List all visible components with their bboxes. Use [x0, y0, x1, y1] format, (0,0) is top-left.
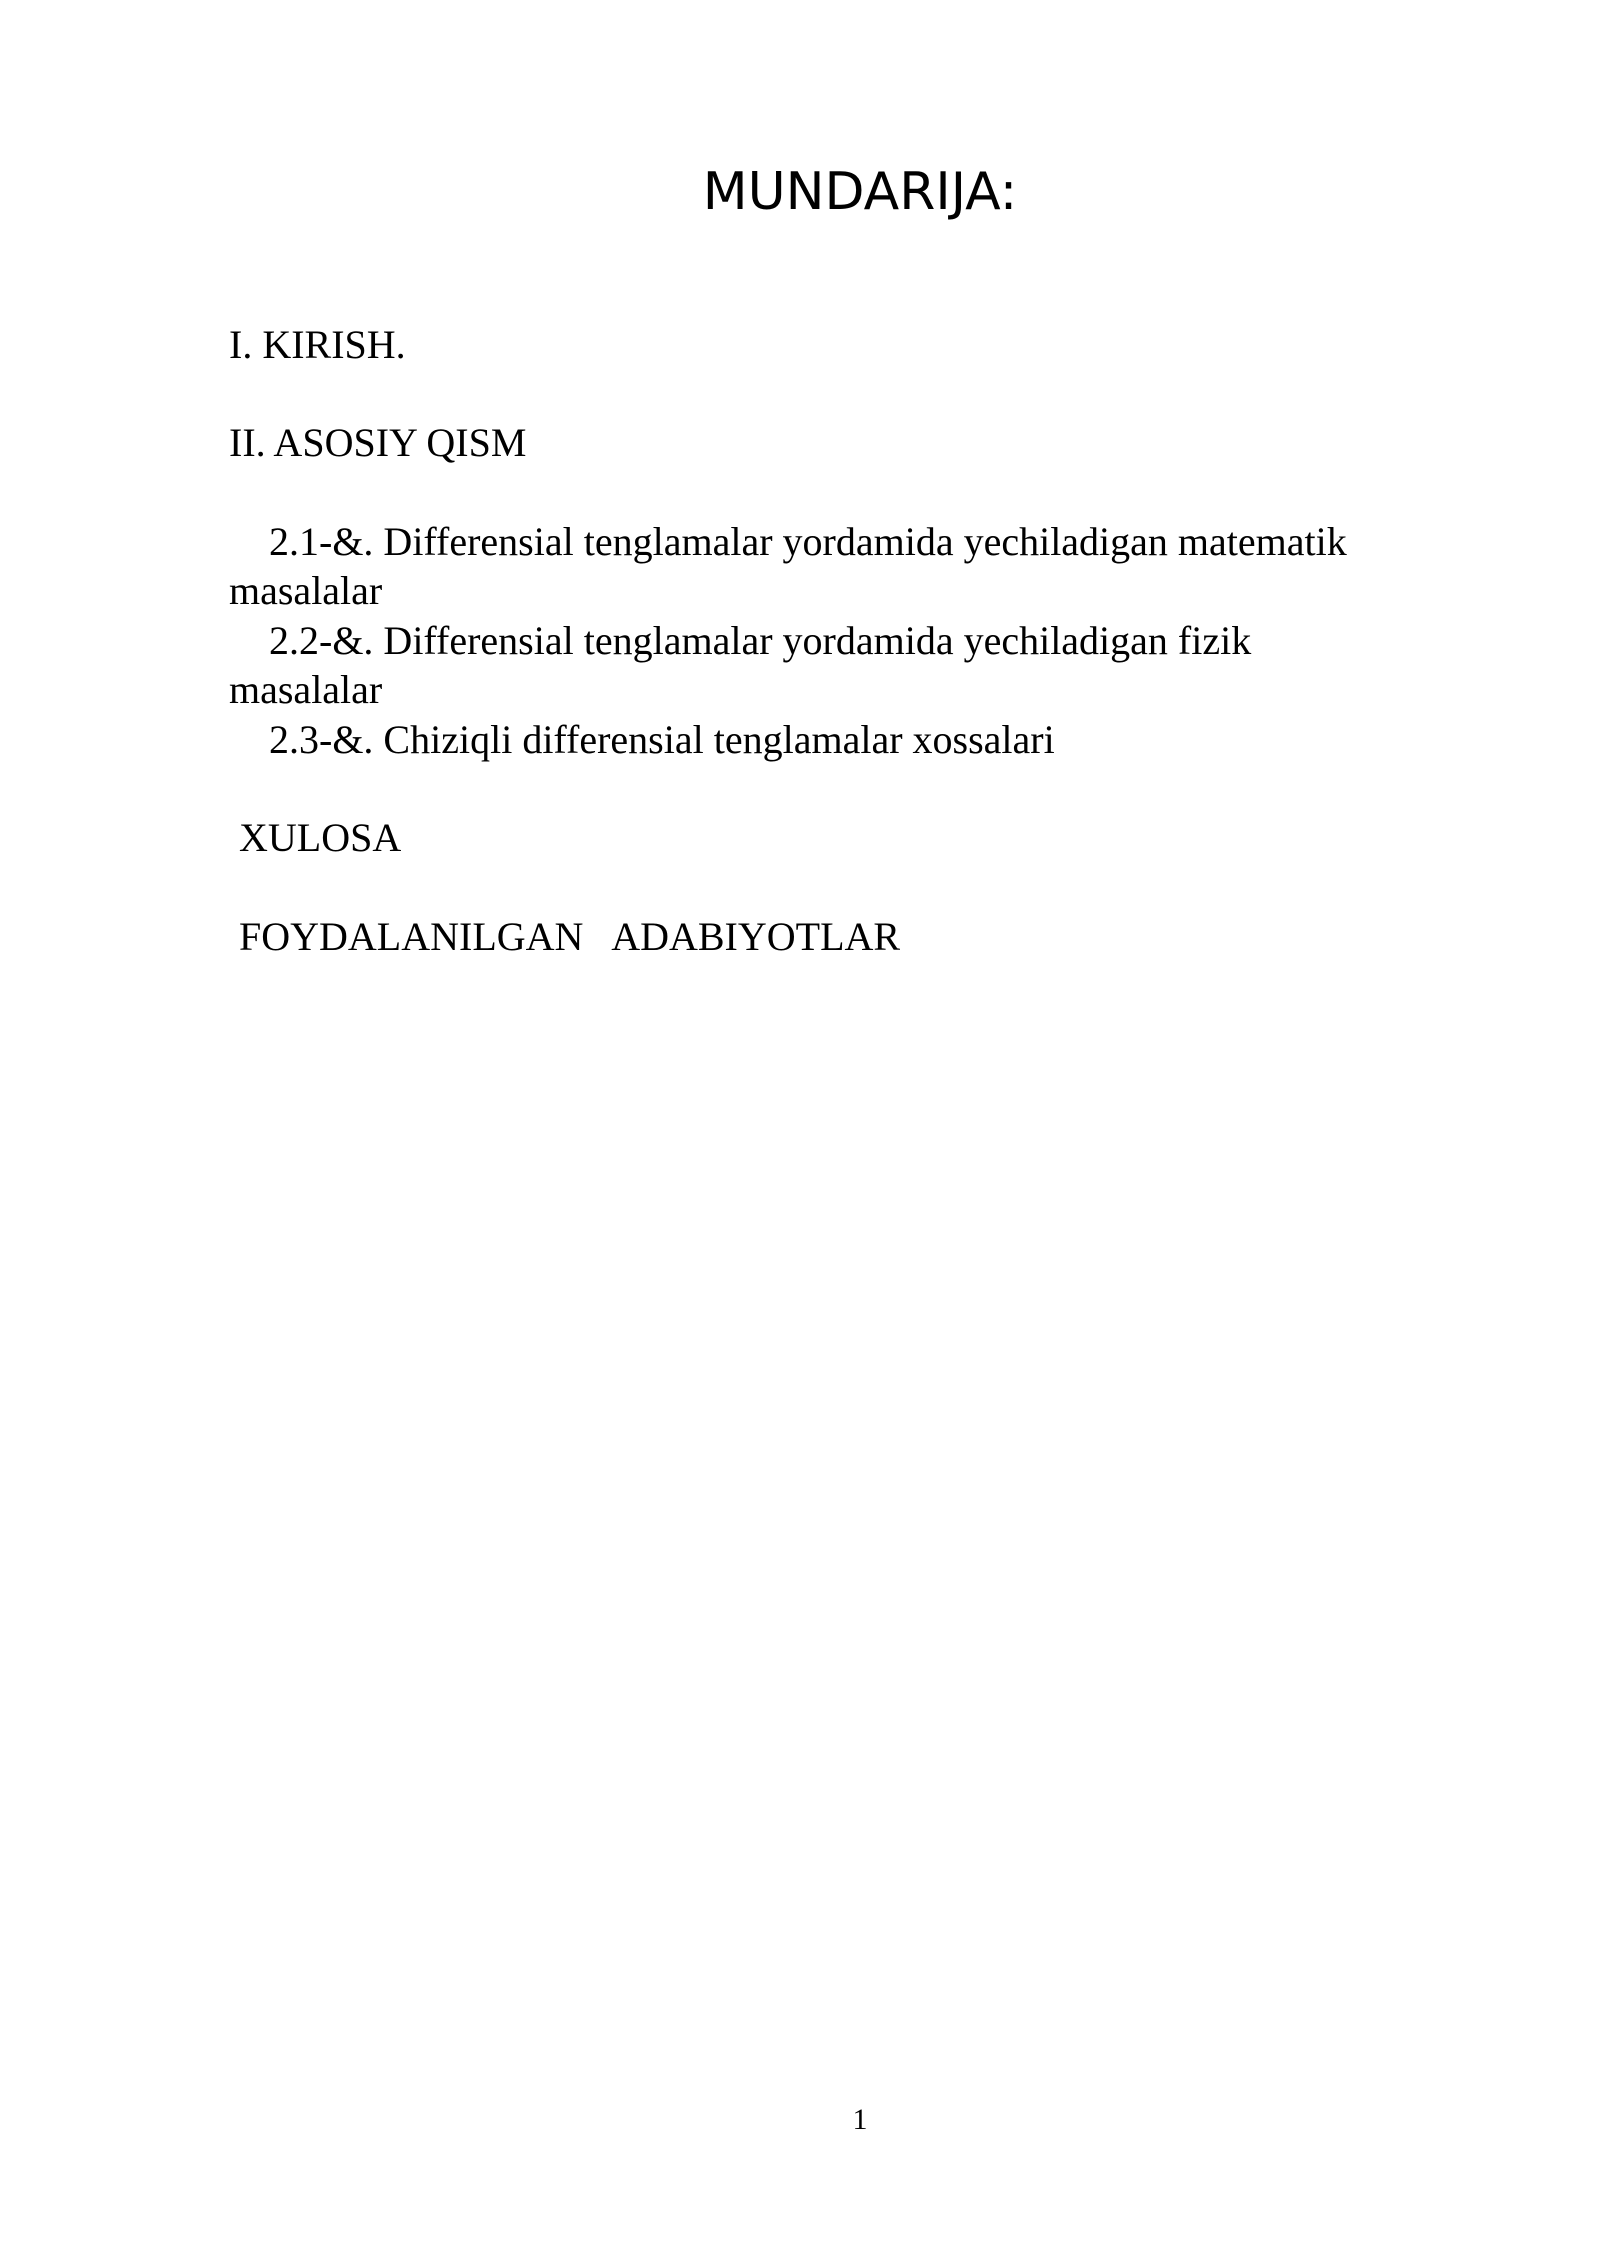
- toc-entry-references: FOYDALANILGAN ADABIYOTLAR: [229, 914, 901, 959]
- page-number: 1: [852, 2103, 868, 2136]
- toc-entry-conclusion: XULOSA: [229, 815, 402, 860]
- toc-entry-introduction: I. KIRISH.: [229, 322, 406, 367]
- toc-entry-section-2-1-continued: masalalar: [229, 568, 383, 613]
- toc-entry-section-2-3: 2.3-&. Chiziqli differensial tenglamalar xossalari: [229, 717, 1055, 762]
- page-title: MUNDARIJA:: [702, 162, 1018, 222]
- toc-entry-section-2-2: 2.2-&. Differensial tenglamalar yordamida yechiladigan fizik: [229, 618, 1252, 663]
- toc-entry-section-2-1: 2.1-&. Differensial tenglamalar yordamida yechiladigan matematik: [229, 519, 1347, 564]
- toc-entry-main-part: II. ASOSIY QISM: [229, 420, 527, 465]
- toc-entry-section-2-2-continued: masalalar: [229, 667, 383, 712]
